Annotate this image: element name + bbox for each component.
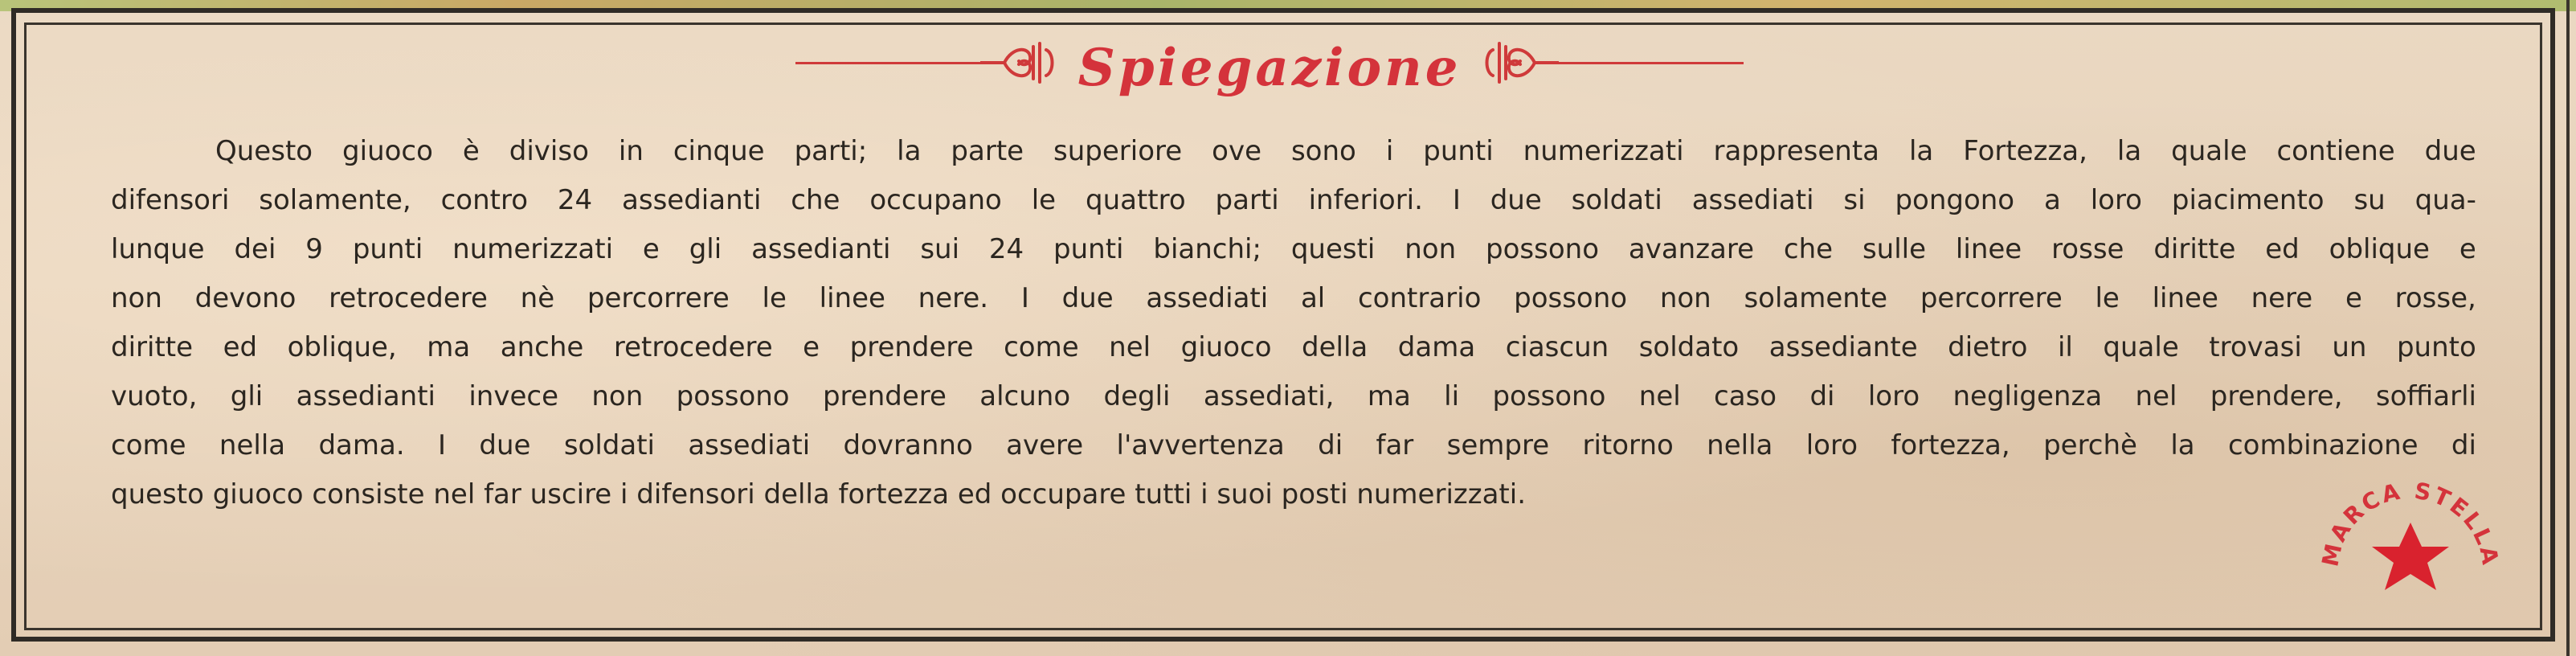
word: nel xyxy=(2135,380,2177,412)
word: possono xyxy=(1514,282,1628,314)
word: che xyxy=(791,184,840,216)
word: nella xyxy=(219,429,286,461)
word: nella xyxy=(1707,429,1773,461)
word: diviso xyxy=(509,135,589,167)
word: due xyxy=(1490,184,1542,216)
word: soldati xyxy=(1571,184,1662,216)
text-line-8-content: questo giuoco consiste nel far uscire i difensori della fortezza ed occupare tutti i suoi posti numerizzati. xyxy=(111,478,1527,510)
word: contro xyxy=(440,184,529,216)
word: avere xyxy=(1006,429,1084,461)
word: possono xyxy=(1492,380,1606,412)
word: di xyxy=(2451,429,2476,461)
word: dama. xyxy=(318,429,405,461)
word: sulle xyxy=(1862,233,1927,265)
word: punti xyxy=(1423,135,1494,167)
word: possono xyxy=(1486,233,1599,265)
word: vuoto, xyxy=(111,380,198,412)
word: su xyxy=(2353,184,2386,216)
word: inferiori. xyxy=(1308,184,1423,216)
word: numerizzati xyxy=(1523,135,1684,167)
word: assedianti xyxy=(296,380,435,412)
word: della xyxy=(1302,331,1368,363)
flourish-left-icon xyxy=(980,32,1061,96)
word: assediati xyxy=(1146,282,1269,314)
word: dama xyxy=(1397,331,1476,363)
word: solamente xyxy=(1744,282,1888,314)
word: non xyxy=(111,282,162,314)
word: e xyxy=(803,331,820,363)
word: quale xyxy=(2103,331,2179,363)
title-row xyxy=(787,32,1752,113)
word: si xyxy=(1843,184,1866,216)
word: non xyxy=(1405,233,1457,265)
word: due xyxy=(2424,135,2476,167)
word: ritorno xyxy=(1582,429,1674,461)
word: Questo xyxy=(215,135,313,167)
word: nè xyxy=(520,282,555,314)
word: giuoco xyxy=(342,135,433,167)
title-rule-right xyxy=(1543,62,1744,64)
word: due xyxy=(1061,282,1114,314)
word: e xyxy=(2345,282,2362,314)
word: pongono xyxy=(1895,184,2015,216)
word: prendere, xyxy=(2210,380,2343,412)
word: le xyxy=(1031,184,1057,216)
word: ma xyxy=(427,331,471,363)
word: quale xyxy=(2171,135,2247,167)
word: la xyxy=(2170,429,2195,461)
word: prendere xyxy=(822,380,947,412)
word: far xyxy=(1376,429,1414,461)
word: nere xyxy=(2251,282,2313,314)
word: 24 xyxy=(557,184,593,216)
word: piacimento xyxy=(2171,184,2325,216)
word: le xyxy=(762,282,787,314)
word: bianchi; xyxy=(1153,233,1261,265)
word: non xyxy=(1659,282,1711,314)
right-edge-line xyxy=(2566,0,2570,656)
word: questi xyxy=(1290,233,1376,265)
word: nere. xyxy=(918,282,989,314)
word: oblique, xyxy=(287,331,397,363)
word: loro xyxy=(2090,184,2142,216)
word: retrocedere xyxy=(613,331,773,363)
text-line-2 xyxy=(111,176,2476,225)
word: contrario xyxy=(1357,282,1482,314)
word: quattro xyxy=(1085,184,1186,216)
word: rosse xyxy=(2051,233,2124,265)
word: nel xyxy=(1638,380,1681,412)
word: perchè xyxy=(2043,429,2137,461)
word: ed xyxy=(2265,233,2300,265)
word: dietro xyxy=(1948,331,2028,363)
word: possono xyxy=(676,380,790,412)
word: 24 xyxy=(988,233,1024,265)
word: devono xyxy=(194,282,296,314)
word: al xyxy=(1300,282,1326,314)
word: linee xyxy=(2152,282,2218,314)
marca-stella-stamp xyxy=(2314,466,2507,627)
word: soldato xyxy=(1638,331,1740,363)
word: ed xyxy=(223,331,258,363)
word: negligenza xyxy=(1952,380,2103,412)
word: di xyxy=(1318,429,1343,461)
word: avanzare xyxy=(1628,233,1755,265)
word: parte xyxy=(951,135,1024,167)
text-line-6 xyxy=(111,372,2476,421)
word: sui xyxy=(920,233,960,265)
word: percorrere xyxy=(587,282,730,314)
word: I xyxy=(438,429,447,461)
word: anche xyxy=(500,331,584,363)
word: 9 xyxy=(305,233,323,265)
word: dovranno xyxy=(843,429,973,461)
word: numerizzati xyxy=(452,233,614,265)
text-line-8 xyxy=(111,470,2476,519)
word: e xyxy=(642,233,660,265)
word: la xyxy=(2116,135,2142,167)
word: qua- xyxy=(2414,184,2476,216)
word: ove xyxy=(1212,135,1261,167)
word: punto xyxy=(2396,331,2476,363)
word: linee xyxy=(1955,233,2022,265)
word: difensori xyxy=(111,184,230,216)
word: che xyxy=(1783,233,1834,265)
word: rosse, xyxy=(2394,282,2476,314)
word: cinque xyxy=(673,135,765,167)
word: come xyxy=(1004,331,1079,363)
word: superiore xyxy=(1053,135,1183,167)
word: percorrere xyxy=(1920,282,2063,314)
word: punti xyxy=(352,233,423,265)
word: fortezza, xyxy=(1891,429,2010,461)
word: degli xyxy=(1103,380,1171,412)
word: gli xyxy=(230,380,264,412)
word: solamente, xyxy=(259,184,411,216)
word: I xyxy=(1452,184,1461,216)
word: sempre xyxy=(1446,429,1550,461)
word: assedianti xyxy=(622,184,762,216)
word: diritte xyxy=(111,331,194,363)
word: oblique xyxy=(2329,233,2430,265)
word: in xyxy=(618,135,644,167)
word: assediante xyxy=(1768,331,1918,363)
word: li xyxy=(1444,380,1460,412)
word: contiene xyxy=(2276,135,2395,167)
word: i xyxy=(1385,135,1394,167)
text-line-4 xyxy=(111,274,2476,323)
word: I xyxy=(1020,282,1029,314)
word: le xyxy=(2095,282,2120,314)
word: l'avvertenza xyxy=(1116,429,1285,461)
word: il xyxy=(2057,331,2073,363)
word: parti; xyxy=(794,135,868,167)
text-line-1 xyxy=(111,127,2476,176)
page-title: Spiegazione xyxy=(1077,38,1462,98)
word: ciascun xyxy=(1505,331,1609,363)
text-line-7 xyxy=(111,421,2476,470)
word: sono xyxy=(1290,135,1356,167)
word: a xyxy=(2043,184,2061,216)
word: un xyxy=(2332,331,2367,363)
word: e xyxy=(2459,233,2476,265)
word: parti xyxy=(1215,184,1279,216)
word: due xyxy=(479,429,531,461)
word: Fortezza, xyxy=(1963,135,2087,167)
text-line-3 xyxy=(111,225,2476,274)
word: caso xyxy=(1714,380,1777,412)
word: loro xyxy=(1867,380,1920,412)
word: nel xyxy=(1109,331,1151,363)
word: alcuno xyxy=(979,380,1071,412)
word: non xyxy=(591,380,644,412)
word: retrocedere xyxy=(329,282,488,314)
explanation-body xyxy=(111,127,2476,519)
word: loro xyxy=(1805,429,1858,461)
word: occupano xyxy=(869,184,1002,216)
word: assediati xyxy=(688,429,811,461)
word: soffiarli xyxy=(2375,380,2476,412)
word: assedianti xyxy=(751,233,891,265)
word: invece xyxy=(468,380,559,412)
word: punti xyxy=(1053,233,1124,265)
word: la xyxy=(897,135,922,167)
word: giuoco xyxy=(1180,331,1272,363)
text-line-5 xyxy=(111,323,2476,372)
word: rappresenta xyxy=(1713,135,1879,167)
word: prendere xyxy=(849,331,974,363)
word: come xyxy=(111,429,186,461)
word: ma xyxy=(1367,380,1411,412)
word: assediati, xyxy=(1203,380,1335,412)
word: lunque xyxy=(111,233,205,265)
word: soldati xyxy=(563,429,655,461)
word: la xyxy=(1908,135,1934,167)
word: è xyxy=(462,135,480,167)
word: di xyxy=(1809,380,1835,412)
word: assediati xyxy=(1691,184,1814,216)
word: diritte xyxy=(2153,233,2236,265)
star-icon xyxy=(2372,523,2449,590)
title-rule-left xyxy=(795,62,996,64)
word: linee xyxy=(819,282,885,314)
stamp-text: MARCA STELLA xyxy=(2316,477,2504,569)
word: dei xyxy=(234,233,276,265)
word: trovasi xyxy=(2209,331,2302,363)
flourish-right-icon xyxy=(1478,32,1559,96)
word: combinazione xyxy=(2227,429,2419,461)
word: gli xyxy=(689,233,722,265)
